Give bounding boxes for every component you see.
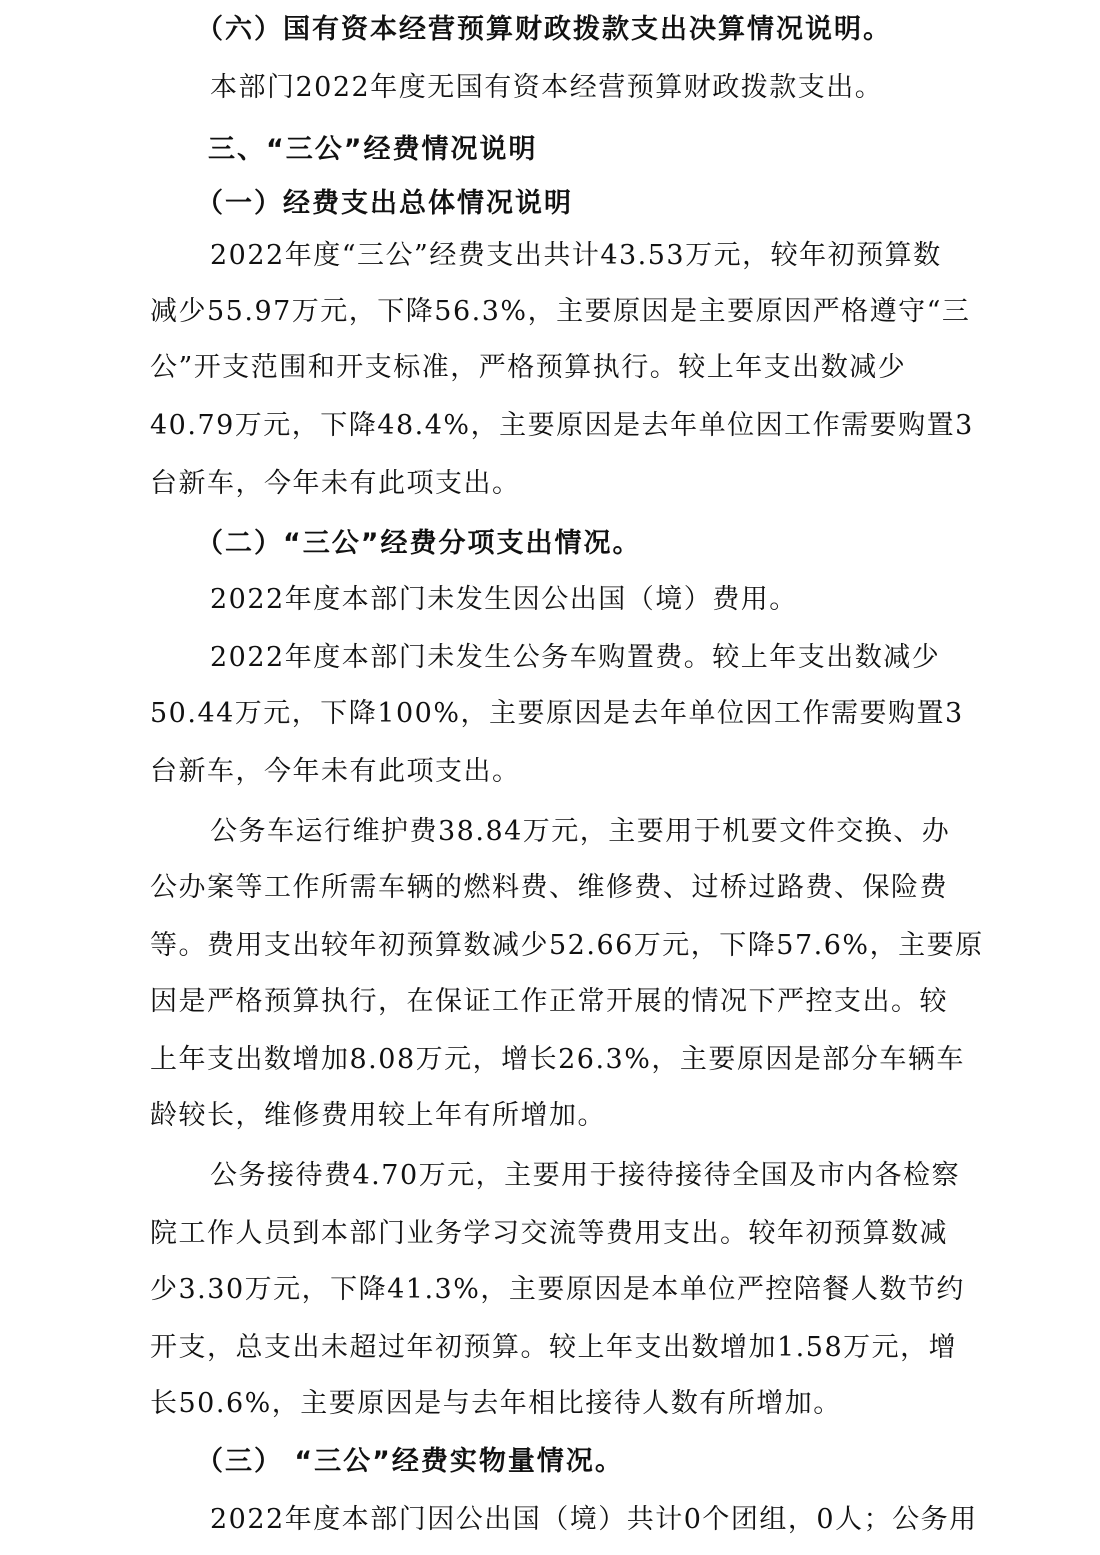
paragraph-line: 少3.30万元，下降41.3%，主要原因是本单位严控陪餐人数节约 bbox=[150, 1274, 965, 1305]
heading-overall-expenditure: （一）经费支出总体情况说明 bbox=[196, 188, 573, 219]
paragraph-line: 台新车，今年未有此项支出。 bbox=[150, 468, 521, 499]
paragraph-line: 长50.6%，主要原因是与去年相比接待人数有所增加。 bbox=[150, 1388, 842, 1419]
paragraph-line: 2022年度“三公”经费支出共计43.53万元，较年初预算数 bbox=[210, 240, 942, 271]
paragraph-line: 因是严格预算执行，在保证工作正常开展的情况下严控支出。较 bbox=[150, 986, 948, 1017]
heading-itemized-expenditure: （二）“三公”经费分项支出情况。 bbox=[196, 528, 642, 559]
paragraph-line: 本部门2022年度无国有资本经营预算财政拨款支出。 bbox=[210, 72, 884, 103]
paragraph-line: 公务车运行维护费38.84万元，主要用于机要文件交换、办 bbox=[210, 816, 951, 847]
paragraph-line: 龄较长，维修费用较上年有所增加。 bbox=[150, 1100, 606, 1131]
heading-three-public-expenses: 三、“三公”经费情况说明 bbox=[208, 134, 538, 165]
paragraph-line: 公务接待费4.70万元，主要用于接待接待全国及市内各检察 bbox=[210, 1160, 961, 1191]
heading-physical-quantity: （三） “三公”经费实物量情况。 bbox=[196, 1446, 624, 1477]
paragraph-line: 40.79万元，下降48.4%，主要原因是去年单位因工作需要购置3 bbox=[150, 410, 974, 441]
paragraph-line: 2022年度本部门因公出国（境）共计0个团组，0人；公务用 bbox=[210, 1504, 978, 1535]
paragraph-line: 50.44万元，下降100%，主要原因是去年单位因工作需要购置3 bbox=[150, 698, 964, 729]
paragraph-line: 等。费用支出较年初预算数减少52.66万元，下降57.6%，主要原 bbox=[150, 930, 984, 961]
paragraph-line: 开支，总支出未超过年初预算。较上年支出数增加1.58万元，增 bbox=[150, 1332, 958, 1363]
paragraph-line: 减少55.97万元，下降56.3%，主要原因是主要原因严格遵守“三 bbox=[150, 296, 971, 327]
paragraph-line: 公办案等工作所需车辆的燃料费、维修费、过桥过路费、保险费 bbox=[150, 872, 948, 903]
paragraph-line: 院工作人员到本部门业务学习交流等费用支出。较年初预算数减 bbox=[150, 1218, 948, 1249]
heading-state-capital-budget: （六）国有资本经营预算财政拨款支出决算情况说明。 bbox=[196, 14, 892, 45]
paragraph-line: 上年支出数增加8.08万元，增长26.3%，主要原因是部分车辆车 bbox=[150, 1044, 965, 1075]
paragraph-line: 2022年度本部门未发生公务车购置费。较上年支出数减少 bbox=[210, 642, 941, 673]
paragraph-line: 公”开支范围和开支标准，严格预算执行。较上年支出数减少 bbox=[150, 352, 907, 383]
paragraph-line: 2022年度本部门未发生因公出国（境）费用。 bbox=[210, 584, 798, 615]
paragraph-line: 台新车，今年未有此项支出。 bbox=[150, 756, 521, 787]
